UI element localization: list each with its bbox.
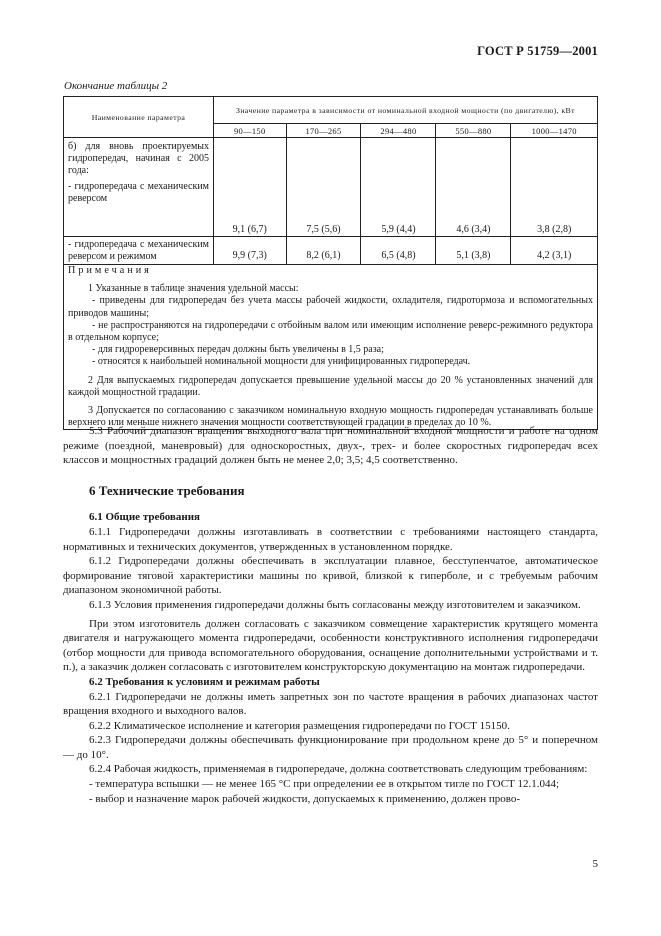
paragraph-6-2-4: 6.2.4 Рабочая жидкость, применяемая в гидропередаче, должна соответствовать следующим требованиям: (89, 763, 588, 776)
body-text (63, 424, 598, 806)
gradation-5: 1000—1470 (511, 124, 598, 138)
note-1-item: - для гидрореверсивных передач должны быть увеличены в 1,5 раза; (92, 344, 384, 356)
subsection-6-2-title: 6.2 Требования к условиям и режимам работы (89, 675, 320, 688)
cell-value: 5,1 (3,8) (436, 237, 511, 265)
note-1-item: - не распространяются на гидропередачи с отбойным валом или имеющим исполнение реверс-режимного редуктора в отдельном корпусе; (68, 319, 593, 344)
subsection-6-1-title: 6.1 Общие требования (89, 511, 200, 524)
gradation-4: 550—880 (436, 124, 511, 138)
row-label (64, 138, 214, 237)
cell-value: 3,8 (2,8) (511, 138, 598, 237)
list-item: - температура вспышки — не менее 165 °С при определении ее в открытом тигле по ГОСТ 12.1.044; (89, 778, 560, 791)
row-label-b: б) для вновь проектируемых гидропередач, начиная с 2005 года: (68, 141, 209, 176)
gradation-3: 294—480 (361, 124, 436, 138)
paragraph-6-1-3-cont: При этом изготовитель должен согласовать с заказчиком совмещение характеристик крутящего момента двигателя и нагружающего момента гидропередачи, особенности конструктивного исполнения гидропередачи (отбор мощности для привода вспомогательного оборудования, оснащение дополнительными устройствами и т. п.), а заказчик должен согласовать с изготовителем конструкторскую документацию на монтаж гидропередачи. (63, 617, 598, 674)
table-caption: Окончание таблицы 2 (64, 80, 168, 92)
gradation-2: 170—265 (286, 124, 361, 138)
cell-value: 9,9 (7,3) (214, 237, 287, 265)
section-6-title: 6 Технические требования (89, 482, 245, 498)
note-1-item: - относятся к наибольшей номинальной мощности для унифицированных гидропередач. (92, 356, 471, 368)
gradation-1: 90—150 (214, 124, 287, 138)
value-header: Значение параметра в зависимости от номинальной входной мощности (по двигателю), кВт (214, 97, 598, 124)
paragraph-6-1-3: 6.1.3 Условия применения гидропередачи должны быть согласованы между изготовителем и заказчиком. (89, 598, 581, 611)
notes-title: Примечания (68, 265, 152, 276)
paragraph-6-2-1: 6.2.1 Гидропередачи не должны иметь запретных зон по частоте вращения в рабочих диапазонах частот вращения входного и выходного валов. (63, 690, 598, 718)
row-label-mech: - гидропередача с механическим реверсом (68, 181, 209, 204)
note-1: 1 Указанные в таблице значения удельной массы: (88, 283, 299, 295)
paragraph-6-1-2: 6.1.2 Гидропередачи должны обеспечивать в эксплуатации плавное, бесступенчатое, автоматическое формирование тяговой характеристики машины по кривой, близкой к гиперболе, и с требуемым рабочим диапазоном экономичной работы. (63, 555, 598, 597)
table-2-continued (63, 96, 598, 430)
standard-header: ГОСТ Р 51759—2001 (477, 44, 598, 58)
paragraph-5-3: 5.3 Рабочий диапазон вращения выходного вала при номинальной входной мощности и работе на одном режиме (поездной, маневровый) для односкоростных, двух-, трех- и более скоростных гидропередач всех классов и мощностных градаций должен быть не менее 2,0; 3,5; 4,5 соответственно. (63, 425, 598, 467)
param-name-header: Наименование параметра (64, 97, 214, 138)
cell-value: 4,6 (3,4) (436, 138, 511, 237)
paragraph-6-2-3: 6.2.3 Гидропередачи должны обеспечивать функционирование при продольном крене до 5° и поперечном — до 10°. (63, 734, 598, 761)
cell-value: 5,9 (4,4) (361, 138, 436, 237)
cell-value: 4,2 (3,1) (511, 237, 598, 265)
row-label-mech-mode: - гидропередача с механическим реверсом и режимом (64, 237, 214, 265)
table-notes (64, 265, 598, 430)
note-2: 2 Для выпускаемых гидропередач допускается превышение удельной массы до 20 % установленных значений для каждой мощностной градации. (68, 374, 593, 398)
note-3: 3 Допускается по согласованию с заказчиком номинальную входную мощность гидропередач устанавливать больше верхнего или меньше нижнего значения мощности соответствующей градации в пределах до 10 %. (68, 405, 593, 429)
table-row (64, 237, 598, 265)
page-number: 5 (592, 858, 598, 870)
list-item: - выбор и назначение марок рабочей жидкости, допускаемых к применению, должен прово- (89, 792, 521, 805)
note-1-item: - приведены для гидропередач без учета массы рабочей жидкости, охладителя, гидротормоза и вспомогательных приводов машины; (68, 295, 593, 319)
paragraph-6-1-1: 6.1.1 Гидропередачи должны изготавливать в соответствии с требованиями настоящего стандарта, нормативных и технических документов, утвержденных в установленном порядке. (63, 525, 598, 553)
table-row (64, 138, 598, 237)
cell-value: 9,1 (6,7) (214, 138, 287, 237)
cell-value: 6,5 (4,8) (361, 237, 436, 265)
cell-value: 8,2 (6,1) (286, 237, 361, 265)
paragraph-6-2-2: 6.2.2 Климатическое исполнение и категория размещения гидропередачи по ГОСТ 15150. (89, 719, 510, 732)
cell-value: 7,5 (5,6) (286, 138, 361, 237)
table-notes-row (64, 265, 598, 430)
